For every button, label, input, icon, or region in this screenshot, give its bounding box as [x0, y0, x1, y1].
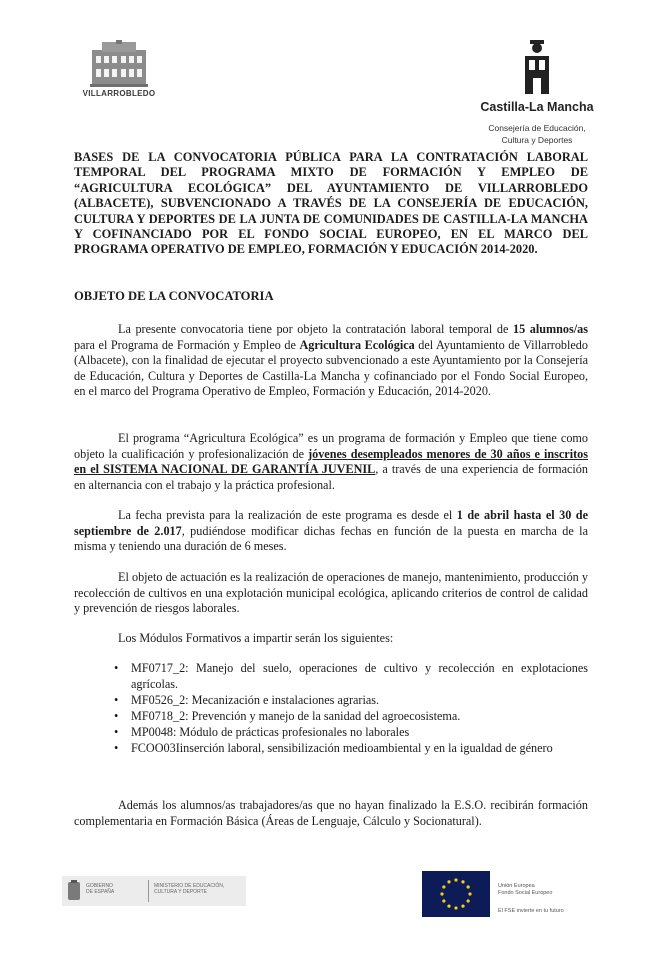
- paragraph-program: [74, 431, 588, 493]
- paragraph-modules-intro: Los Módulos Formativos a impartir serán los siguientes:: [118, 631, 394, 645]
- region-name: Castilla-La Mancha: [480, 100, 594, 114]
- paragraph-dates: [74, 508, 588, 555]
- eu-star-icon: [447, 880, 450, 883]
- bullet-icon: •: [114, 708, 119, 723]
- module-text: FCOO03Iinserción laboral, sensibilización medioambiental y en la igualdad de género: [131, 740, 553, 755]
- list-item: [114, 692, 588, 709]
- eu-star-icon: [440, 892, 443, 895]
- villarrobledo-logo: [74, 40, 164, 104]
- module-text: MF0526_2: Mecanización e instalaciones agrarias.: [131, 692, 380, 707]
- bullet-icon: •: [114, 724, 119, 739]
- department-line-1: Consejería de Educación,: [488, 123, 586, 133]
- text-run: del Ayuntamiento de Villarrobledo (Albacete), con la finalidad de ejecutar el proyecto subvencionado a este Ayuntamiento por la Consejería de Educación, Cultura y Deportes de Castilla-La Mancha y cofinanciado por el Fondo Social Europeo, en el marco del Programa Operativo de Empleo, Formación y Educación, 2014-2020.: [74, 337, 588, 399]
- eu-star-icon: [467, 885, 470, 888]
- crown-castle-emblem-icon: [522, 40, 552, 96]
- eu-line-1: Unión Europea: [498, 883, 535, 889]
- list-item: [114, 740, 588, 757]
- town-name: VILLARROBLEDO: [82, 89, 156, 98]
- eu-star-icon: [468, 892, 471, 895]
- spanish-government-logo: [62, 876, 246, 906]
- bullet-icon: •: [114, 740, 119, 755]
- eu-star-icon: [454, 906, 457, 909]
- eu-text: [498, 883, 602, 897]
- list-item: [114, 708, 588, 725]
- ministry-text: MINISTERIO DE EDUCACIÓN, CULTURA Y DEPORTE: [154, 883, 225, 895]
- eu-star-icon: [461, 880, 464, 883]
- module-text: MP0048: Módulo de prácticas profesionales no laborales: [131, 724, 410, 739]
- bold-run: Agricultura Ecológica: [299, 337, 415, 352]
- text-run: El programa “Agricultura Ecológica” es un programa de formación y Empleo que tiene como objeto la cualificación y profesionalización de: [74, 431, 588, 461]
- bold-run: 15 alumnos/as: [512, 322, 588, 336]
- text-run: para el Programa de Formación y Empleo de: [74, 337, 300, 352]
- bold-underlined-run: jóvenes desempleados menores de 30 años e inscritos en el SISTEMA NACIONAL DE GARANTÍA JUVENIL: [74, 446, 588, 477]
- eu-star-icon: [447, 905, 450, 908]
- divider: [148, 880, 149, 902]
- bullet-icon: •: [114, 661, 119, 675]
- eu-star-icon: [442, 899, 445, 902]
- eu-star-icon: [442, 885, 445, 888]
- eu-line-2: Fondo Social Europeo: [498, 890, 553, 896]
- paragraph-scope: El objeto de actuación es la realización de operaciones de manejo, mantenimiento, producción y recolección de cultivos en una explotación municipal ecológica, aplicando criterios de control de calidad y prevención de riesgos laborales.: [74, 570, 588, 616]
- department-line-2: Cultura y Deportes: [501, 135, 573, 145]
- european-union-logo: [422, 871, 602, 921]
- eu-star-icon: [467, 899, 470, 902]
- module-text: MF0717_2: Manejo del suelo, operaciones de cultivo y recolección en explotaciones agrícolas.: [131, 661, 588, 691]
- eu-flag-icon: [422, 871, 490, 917]
- text-run: La fecha prevista para la realización de este programa es desde el: [118, 508, 457, 522]
- modules-list: [114, 661, 588, 757]
- department-name: [462, 122, 612, 146]
- text-run: , a través de una experiencia de formación en alternancia con el trabajo y la práctica profesional.: [74, 462, 588, 492]
- eu-star-icon: [454, 878, 457, 881]
- list-item: [114, 724, 588, 741]
- castilla-la-mancha-logo: [462, 40, 612, 146]
- town-building-icon: [88, 40, 150, 88]
- logo-subtext-decoration: [74, 98, 164, 104]
- list-item: [114, 661, 588, 692]
- section-heading: OBJETO DE LA CONVOCATORIA: [74, 289, 274, 303]
- coat-of-arms-icon: [67, 880, 81, 902]
- government-text: GOBIERNO DE ESPAÑA: [86, 883, 115, 895]
- text-run: , pudiéndose modificar dichas fechas en función de la puesta en marcha de la misma y teniendo una duración de 6 meses.: [74, 523, 588, 554]
- module-text: MF0718_2: Prevención y manejo de la sanidad del agroecosistema.: [131, 708, 461, 723]
- document-title: BASES DE LA CONVOCATORIA PÚBLICA PARA LA CONTRATACIÓN LABORAL TEMPORAL DEL PROGRAMA MIXTO DE FORMACIÓN Y EMPLEO DE “AGRICULTURA ECOLÓGICA” DEL AYUNTAMIENTO DE VILLARROBLEDO (ALBACETE), SUBVENCIONADO A TRAVÉS DE LA CONSEJERÍA DE EDUCACIÓN, CULTURA Y DEPORTES DE LA JUNTA DE COMUNIDADES DE CASTILLA-LA MANCHA Y COFINANCIADO POR EL FONDO SOCIAL EUROPEO, EN EL MARCO DEL PROGRAMA OPERATIVO DE EMPLEO, FORMACIÓN Y EDUCACIÓN 2014-2020.: [74, 150, 588, 257]
- bold-run: 1 de abril hasta el 30 de septiembre de 2.017: [74, 508, 588, 538]
- paragraph-complementary: Además los alumnos/as trabajadores/as que no hayan finalizado la E.S.O. recibirán formación complementaria en Formación Básica (Áreas de Lenguaje, Cálculo y Socionatural).: [74, 798, 588, 828]
- bullet-icon: •: [114, 692, 119, 707]
- eu-motto: El FSE invierte en tu futuro: [498, 908, 564, 914]
- eu-star-icon: [461, 905, 464, 908]
- paragraph-object: [74, 322, 588, 400]
- text-run: La presente convocatoria tiene por objeto la contratación laboral temporal de: [118, 322, 513, 336]
